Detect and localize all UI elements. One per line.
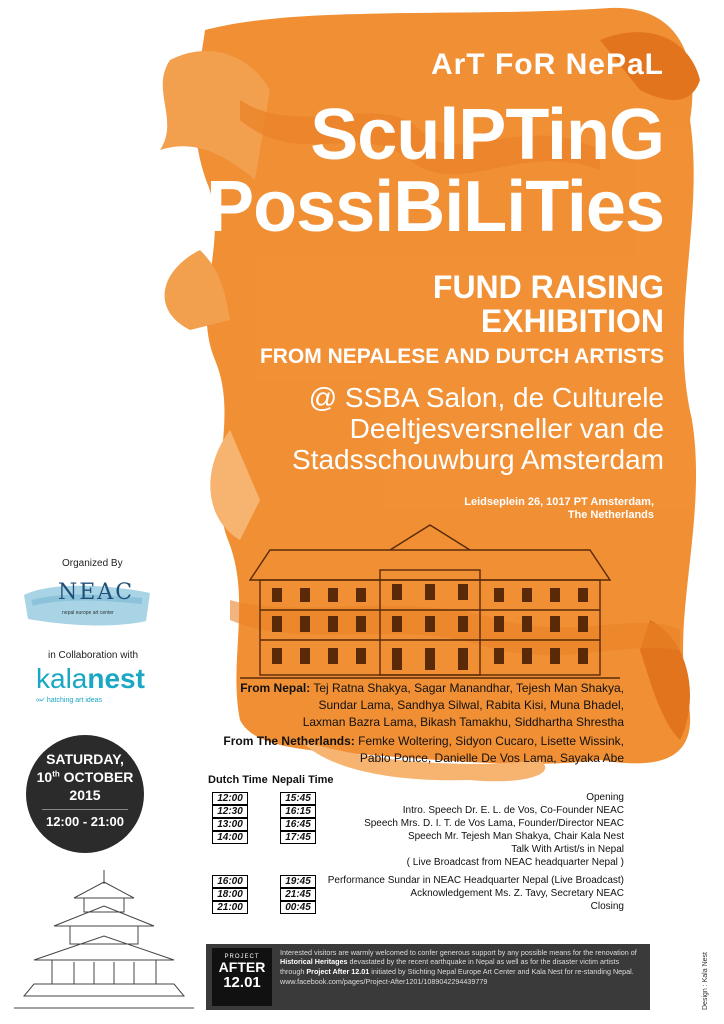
nepal-artists-line2: Sundar Lama, Sandhya Silwal, Rabita Kisi, Muna Bhadel, [318,698,624,712]
subtitle-line1: FUND RAISING [432,269,664,305]
schedule-row [208,888,624,901]
footer-text-e: initiated by Stichting Nepal Europe Art Center and Kala Nest for re-standing Nepal. [369,966,634,976]
schedule-event: Acknowledgement Ms. Z. Tavy, Secretary NEAC [410,888,624,899]
schedule-row [208,901,624,914]
schedule-event: Performance Sundar in NEAC Headquarter Nepal (Live Broadcast) [327,875,624,886]
kalanest-tagline [36,696,102,704]
kalanest-logo-part1: kala [36,663,88,694]
date-month: OCTOBER [63,769,134,785]
date-line [26,769,144,785]
nl-artists-line2: Pablo Ponce, Danielle De Vos Lama, Sayaka Abe [359,751,624,765]
badge-line1: PROJECT [224,954,260,960]
dutch-time: 18:00 [212,888,248,901]
collaboration-label: in Collaboration with [48,650,139,661]
venue-name: @ SSBA Salon, de Culturele Deeltjesversneller van de Stadsschouwburg Amsterdam [292,382,664,475]
schedule-event: Speech Mr. Tejesh Man Shakya, Chair Kala Nest [407,831,624,842]
footer-text-d: Project After 12.01 [306,966,370,976]
badge-line3: 12.01 [223,974,261,991]
theatre-building-sketch [240,510,620,680]
schedule-event: Talk With Artist/s in Nepal [511,844,624,855]
nepali-time: 19:45 [280,875,316,888]
kalanest-bird-icon: ∞✓ [36,697,45,704]
date-time: 12:00 - 21:00 [45,814,125,829]
date-circle [26,735,144,853]
nepali-time-header: Nepali Time [272,774,334,786]
address-line2: The Netherlands [567,509,654,521]
date-divider [42,809,128,810]
kicker-title: ArT FoR NePaL [430,48,664,81]
schedule-event: Closing [590,901,624,912]
schedule-row [208,792,624,805]
neac-tagline: nepal europe art center [62,610,114,616]
nl-artists-line1: Femke Woltering, Sidyon Cucaro, Lisette Wissink, [358,734,624,748]
date-number: 10 [36,769,53,785]
kalanest-tagline-text: hatching art ideas [46,697,103,704]
nepali-time: 15:45 [280,792,316,805]
facebook-link[interactable]: www.facebook.com/pages/Project-After1201/1089042294439779 [280,977,488,987]
footer-text-a: Interested visitors are warmly welcomed to confer generous support by any possible means for the renovation of [280,948,637,957]
nepali-time: 21:45 [280,888,316,901]
pagoda-temple-sketch [14,862,194,1012]
nepali-time: 00:45 [280,901,316,914]
schedule-row [208,875,624,888]
artists-netherlands [220,733,624,767]
schedule-event: ( Live Broadcast from NEAC headquarter Nepal ) [406,857,624,868]
footer-panel [206,944,650,1010]
dutch-time: 14:00 [212,831,248,844]
kalanest-logo [36,664,145,694]
badge-line2: AFTER [218,959,266,975]
footer-text-c: devastated by the recent earthquake in Nepal as well as for the disaster victim artists through [280,957,620,976]
date-suffix: th [52,769,60,779]
dutch-time: 12:00 [212,792,248,805]
main-title-line2: PossiBiLiTies [206,167,664,247]
schedule-row [208,844,624,857]
schedule-row [208,805,624,818]
design-credit: Design : Kala Nest [702,952,709,1010]
schedule-event: Speech Mrs. D. I. T. de Vos Lama, Founder/Director NEAC [364,818,624,829]
nepali-time: 16:15 [280,805,316,818]
address-line1: Leidseplein 26, 1017 PT Amsterdam, [464,496,654,508]
organized-by-label: Organized By [62,558,123,569]
main-title-line1: SculPTinG [310,95,664,175]
subtitle-line2: EXHIBITION [480,303,664,339]
dutch-time: 12:30 [212,805,248,818]
dutch-time: 21:00 [212,901,248,914]
nepali-time: 17:45 [280,831,316,844]
artists-nepal [220,680,624,731]
schedule-row [208,857,624,870]
nepal-label: From Nepal: [240,681,311,695]
footer-text [280,948,644,987]
date-year: 2015 [69,787,101,803]
schedule-row [208,818,624,831]
nepal-artists-line3: Laxman Bazra Lama, Bikash Tamakhu, Siddhartha Shrestha [302,715,624,729]
netherlands-label: From The Netherlands: [223,734,355,748]
nepali-time: 16:45 [280,818,316,831]
schedule-row [208,831,624,844]
nepal-artists-line1: Tej Ratna Shakya, Sagar Manandhar, Tejesh Man Shakya, [313,681,624,695]
project-after-badge [212,948,272,1006]
subtitle-line3: FROM NEPALESE AND DUTCH ARTISTS [259,345,664,368]
neac-logo-text: NEAC [58,580,135,605]
dutch-time-header: Dutch Time [208,774,268,786]
schedule-event: Intro. Speech Dr. E. L. de Vos, Co-Founder NEAC [402,805,624,816]
footer-text-b: Historical Heritages [280,957,348,967]
dutch-time: 16:00 [212,875,248,888]
date-day: SATURDAY, [46,751,124,767]
kalanest-logo-part2: nest [87,663,145,694]
dutch-time: 13:00 [212,818,248,831]
schedule-event: Opening [586,792,624,803]
